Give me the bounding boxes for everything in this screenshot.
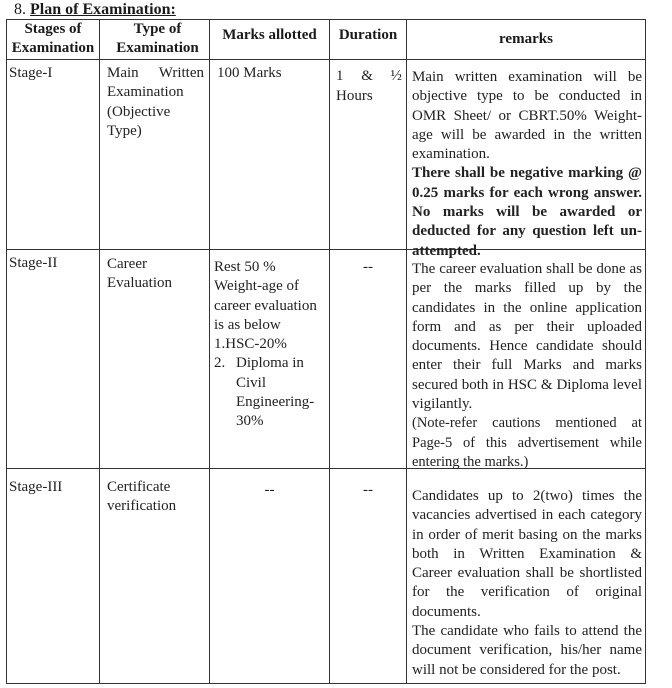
row-divider-2 — [6, 468, 646, 469]
row2-marks-item2-num: 2. — [214, 355, 226, 372]
col-divider-3 — [329, 19, 330, 684]
header-remarks: remarks — [499, 31, 553, 47]
row2-marks-intro: Rest 50 % Weight-age of career evaluation is as below — [214, 259, 317, 333]
row1-duration-a: 1 & ½ — [336, 68, 402, 84]
row3-stage: Stage-III — [9, 479, 63, 495]
row1-marks: 100 Marks — [217, 65, 282, 81]
header-stages: Stages of Examination — [11, 21, 95, 56]
row2-remarks-note: (Note-refer cautions mentioned at Page-5 of this advertisement while entering the marks.) — [412, 415, 642, 470]
row2-marks-item2: Diploma in Civil Engineering-30% — [236, 355, 315, 430]
table-border-bottom — [6, 683, 646, 684]
row3-remarks-extra: The candidate who fails to attend the document verification, his/her name will not be considered for the post. — [412, 623, 642, 678]
col-divider-2 — [209, 19, 210, 684]
row2-stage: Stage-II — [9, 255, 58, 271]
row3-marks: -- — [264, 482, 275, 498]
row1-type: Main Written Examination (Objective Type) — [107, 65, 204, 139]
header-duration: Duration — [338, 27, 398, 43]
row1-duration-b: Hours — [336, 88, 373, 104]
section-number: 8. — [14, 1, 26, 18]
row2-marks — [214, 258, 326, 432]
header-type: Type of Examination — [116, 21, 199, 56]
row2-marks-item2-wrap — [214, 354, 326, 431]
col-divider-4 — [406, 19, 407, 684]
section-title: Plan of Examination: — [30, 1, 176, 18]
row1-remarks-bold: There shall be negative marking @ 0.25 marks for each wrong answer. No marks will be awarded or deducted for any question left un-attempted. — [412, 165, 642, 259]
row2-remarks — [412, 260, 642, 470]
table-border-right — [645, 19, 646, 684]
row1-remarks-text: Main written examination will be objective type to be conducted in OMR Sheet/ or CBRT.50% Weight-age will be awarded in the written examination. — [412, 69, 642, 163]
row1-remarks — [412, 68, 642, 261]
col-divider-1 — [99, 19, 100, 684]
row2-marks-item1: 1.HSC-20% — [214, 336, 287, 353]
header-marks: Marks allotted — [222, 27, 317, 43]
row3-remarks-text: Candidates up to 2(two) times the vacancies advertised in each category in order of merit basing on the marks both in Written Examination & Career evaluation shall be shortlisted for the verification of original documents. — [412, 488, 642, 620]
table-border-left — [6, 19, 7, 684]
row3-remarks — [412, 487, 642, 680]
row3-duration: -- — [363, 482, 373, 498]
row1-stage: Stage-I — [9, 65, 53, 81]
row3-type: Certificate verification — [107, 479, 177, 515]
row2-duration: -- — [363, 259, 373, 275]
row2-type: Career Evaluation — [107, 256, 172, 292]
row2-remarks-text: The career evaluation shall be done as per the marks filled up by the candidates in the online application form and as per their uploaded documents. Hence candidate should enter their full Marks and marks secured both in HSC & Diploma level vigilantly. — [412, 261, 642, 413]
header-divider — [6, 59, 646, 60]
